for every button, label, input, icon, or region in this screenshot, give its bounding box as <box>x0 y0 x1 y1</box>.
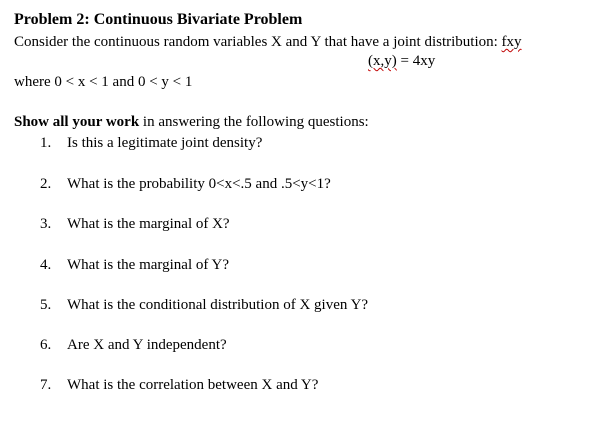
intro-text: Consider the continuous random variables X and Y that have a joint distribution: <box>14 34 502 50</box>
question-text: What is the marginal of X? <box>67 216 230 232</box>
formula-args: (x,y) <box>368 53 397 69</box>
question-number: 7. <box>40 377 52 393</box>
support-domain: where 0 < x < 1 and 0 < y < 1 <box>14 74 193 90</box>
question-number: 5. <box>40 297 52 313</box>
question-text: What is the marginal of Y? <box>67 257 230 273</box>
question-number: 3. <box>40 216 52 232</box>
question-number: 6. <box>40 337 52 353</box>
fxy-token: fxy <box>501 34 522 50</box>
question-item <box>40 376 318 394</box>
question-item <box>40 296 368 314</box>
formula-rhs: = 4xy <box>396 53 436 69</box>
question-item <box>40 336 227 354</box>
question-text: Are X and Y independent? <box>67 337 227 353</box>
question-text: Is this a legitimate joint density? <box>67 135 263 151</box>
question-text: What is the conditional distribution of X given Y? <box>67 297 369 313</box>
problem-title: Problem 2: Continuous Bivariate Problem <box>14 11 303 28</box>
problem-intro <box>14 33 522 51</box>
question-item <box>40 256 229 274</box>
question-text: What is the probability 0<x<.5 and .5<y<1? <box>67 176 331 192</box>
question-item <box>40 215 230 233</box>
question-number: 1. <box>40 135 52 151</box>
question-item <box>40 134 262 152</box>
question-item <box>40 175 331 193</box>
joint-density-formula <box>368 52 435 70</box>
question-number: 4. <box>40 257 52 273</box>
instructions-bold: Show all your work <box>14 114 140 130</box>
question-text: What is the correlation between X and Y? <box>67 377 319 393</box>
question-number: 2. <box>40 176 52 192</box>
instructions <box>14 113 369 131</box>
instructions-rest: in answering the following questions: <box>139 114 369 130</box>
